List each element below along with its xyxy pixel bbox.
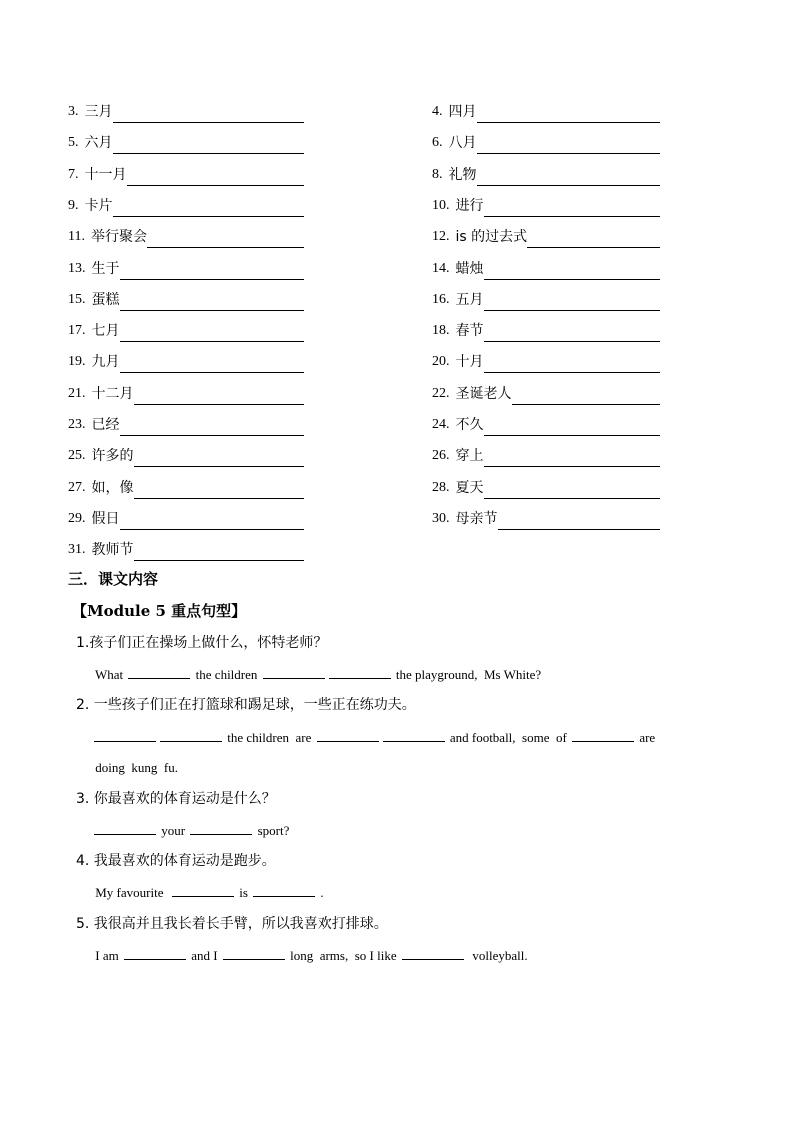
vocab-number: 28. [432,479,450,495]
answer-blank[interactable] [329,664,391,679]
vocab-word: 如，像 [91,479,134,496]
vocab-item [68,132,304,154]
answer-blank[interactable] [263,664,325,679]
vocab-number: 4. [432,104,443,119]
vocab-word: 五月 [455,291,484,308]
question-english [92,945,531,966]
answer-blank[interactable] [128,664,190,679]
vocab-word: 六月 [84,135,113,152]
question-chinese: 2. 一些孩子们正在打篮球和踢足球，一些正在练功夫。 [76,697,416,713]
sentence-text: . [317,885,327,900]
answer-blank[interactable] [160,727,222,742]
answer-blank[interactable] [484,482,661,499]
vocab-number: 16. [432,291,450,307]
vocab-item [432,445,660,467]
question-chinese: 3. 你最喜欢的体育运动是什么？ [76,791,276,807]
answer-blank[interactable] [223,945,285,960]
answer-blank[interactable] [172,882,234,897]
vocab-number: 27. [68,479,86,495]
vocab-item [68,445,304,467]
vocab-item [432,320,660,342]
vocab-item [68,383,304,405]
answer-blank[interactable] [113,106,305,123]
sentence-text: are [636,730,659,745]
sentence-text: the playground, Ms White? [392,667,545,682]
sentence-text: and I [187,948,221,963]
answer-blank[interactable] [383,727,445,742]
answer-blank[interactable] [477,106,661,123]
vocab-number: 22. [432,385,450,401]
answer-blank[interactable] [317,727,379,742]
sentence-text: the children are [224,730,315,745]
question-english [92,882,327,903]
vocab-number: 20. [432,354,450,370]
vocab-word: 十二月 [91,385,134,402]
answer-blank[interactable] [147,231,304,248]
sentence-text: and football, some of [446,730,571,745]
answer-blank[interactable] [402,945,464,960]
question-english [92,758,181,778]
answer-blank[interactable] [94,727,156,742]
vocab-word: 三月 [84,104,113,120]
vocab-number: 17. [68,323,86,339]
sentence-text: doing kung fu. [92,760,182,775]
vocab-item [68,351,304,373]
vocab-word: 四月 [448,104,477,120]
answer-blank[interactable] [113,200,305,217]
vocab-word: 十一月 [84,166,127,183]
question-english [92,727,658,748]
vocab-number: 29. [68,510,86,526]
answer-blank[interactable] [120,356,305,373]
answer-blank[interactable] [120,325,305,342]
question-chinese: 4. 我最喜欢的体育运动是跑步。 [76,853,276,869]
vocab-item [68,320,304,342]
vocab-word: 生于 [91,260,120,277]
answer-blank[interactable] [120,294,305,311]
vocab-number: 8. [432,166,443,182]
answer-blank[interactable] [477,137,661,154]
vocab-number: 12. [432,229,450,245]
answer-blank[interactable] [512,388,661,405]
vocab-number: 26. [432,448,450,464]
sentence-text: What [92,667,127,682]
vocab-number: 15. [68,291,86,307]
vocab-item [68,101,304,123]
vocab-word: 礼物 [448,166,477,183]
vocab-word: 卡片 [84,197,113,214]
vocab-number: 9. [68,197,79,213]
vocab-item [68,226,304,248]
answer-blank[interactable] [124,945,186,960]
vocab-item [68,508,304,530]
answer-blank[interactable] [484,450,661,467]
vocab-item [68,477,304,499]
vocab-number: 13. [68,260,86,276]
vocab-item [68,164,304,186]
sentence-text: I am [92,948,122,963]
answer-blank[interactable] [127,169,305,186]
question-english [92,820,293,841]
vocab-number: 10. [432,197,450,213]
vocab-number: 25. [68,448,86,464]
vocab-word: 进行 [455,197,484,214]
sentence-text: long arms, so I like [286,948,400,963]
vocab-word: 许多的 [91,448,134,465]
vocab-number: 19. [68,354,86,370]
answer-blank[interactable] [134,450,305,467]
vocab-item [68,289,304,311]
vocab-word: 八月 [448,135,477,152]
module-title: 【Module 5 重点句型】 [72,602,247,620]
vocab-word: 穿上 [455,448,484,465]
vocab-word: 十月 [455,354,484,371]
answer-blank[interactable] [120,263,305,280]
sentence-text: sport? [254,823,293,838]
vocab-item [432,508,660,530]
answer-blank[interactable] [113,137,305,154]
vocab-item [432,195,660,217]
vocab-word: 圣诞老人 [455,385,512,402]
question-english [92,664,544,685]
vocab-item [432,101,660,123]
answer-blank[interactable] [120,513,305,530]
sentence-text: My favourite [92,885,170,900]
answer-blank[interactable] [484,200,661,217]
answer-blank[interactable] [527,231,660,248]
vocab-word: 教师节 [91,542,134,559]
answer-blank[interactable] [572,727,634,742]
vocab-number: 21. [68,385,86,401]
vocab-word: 举行聚会 [90,229,147,246]
question-chinese: 1.孩子们正在操场上做什么，怀特老师？ [76,635,328,651]
vocab-word: 九月 [91,354,120,371]
vocab-word: 母亲节 [455,510,498,527]
answer-blank[interactable] [134,544,305,561]
vocab-number: 6. [432,135,443,151]
vocab-item [432,414,660,436]
vocab-word: 蜡烛 [455,260,484,277]
vocab-word: 春节 [455,323,484,340]
vocab-item [432,289,660,311]
question-chinese: 5. 我很高并且我长着长手臂，所以我喜欢打排球。 [76,916,388,932]
sentence-text: the children [192,667,261,682]
answer-blank[interactable] [484,419,661,436]
vocab-item [68,414,304,436]
answer-blank[interactable] [253,882,315,897]
answer-blank[interactable] [484,294,661,311]
answer-blank[interactable] [94,820,156,835]
vocab-number: 31. [68,542,86,558]
section-title: 三．课文内容 [68,570,159,588]
vocab-number: 18. [432,323,450,339]
vocab-number: 23. [68,417,86,432]
vocab-item [432,258,660,280]
vocab-item [432,477,660,499]
answer-blank[interactable] [134,482,305,499]
vocab-item [432,132,660,154]
vocab-number: 24. [432,417,450,432]
vocab-word: is 的过去式 [455,229,528,246]
sentence-text: is [235,885,252,900]
vocab-word: 已经 [91,417,120,433]
answer-blank[interactable] [484,356,661,373]
vocab-word: 夏天 [455,479,484,496]
vocab-item [432,164,660,186]
vocab-item [432,226,660,248]
vocab-number: 14. [432,260,450,276]
vocab-word: 蛋糕 [91,291,120,308]
vocab-word: 七月 [91,323,120,340]
answer-blank[interactable] [484,325,661,342]
answer-blank[interactable] [498,513,661,530]
answer-blank[interactable] [120,419,305,436]
vocab-item [68,195,304,217]
sentence-text: your [158,823,189,838]
vocab-number: 11. [68,229,85,245]
vocab-number: 5. [68,135,79,151]
vocab-item [432,383,660,405]
answer-blank[interactable] [477,169,661,186]
answer-blank[interactable] [134,388,305,405]
vocab-word: 假日 [91,510,120,527]
vocab-number: 3. [68,104,79,119]
vocab-item [432,351,660,373]
vocab-item [68,258,304,280]
vocab-word: 不久 [455,417,484,433]
vocab-number: 30. [432,510,450,526]
vocab-item [68,539,304,561]
vocab-number: 7. [68,166,79,182]
answer-blank[interactable] [190,820,252,835]
answer-blank[interactable] [484,263,661,280]
sentence-text: volleyball. [465,948,531,963]
